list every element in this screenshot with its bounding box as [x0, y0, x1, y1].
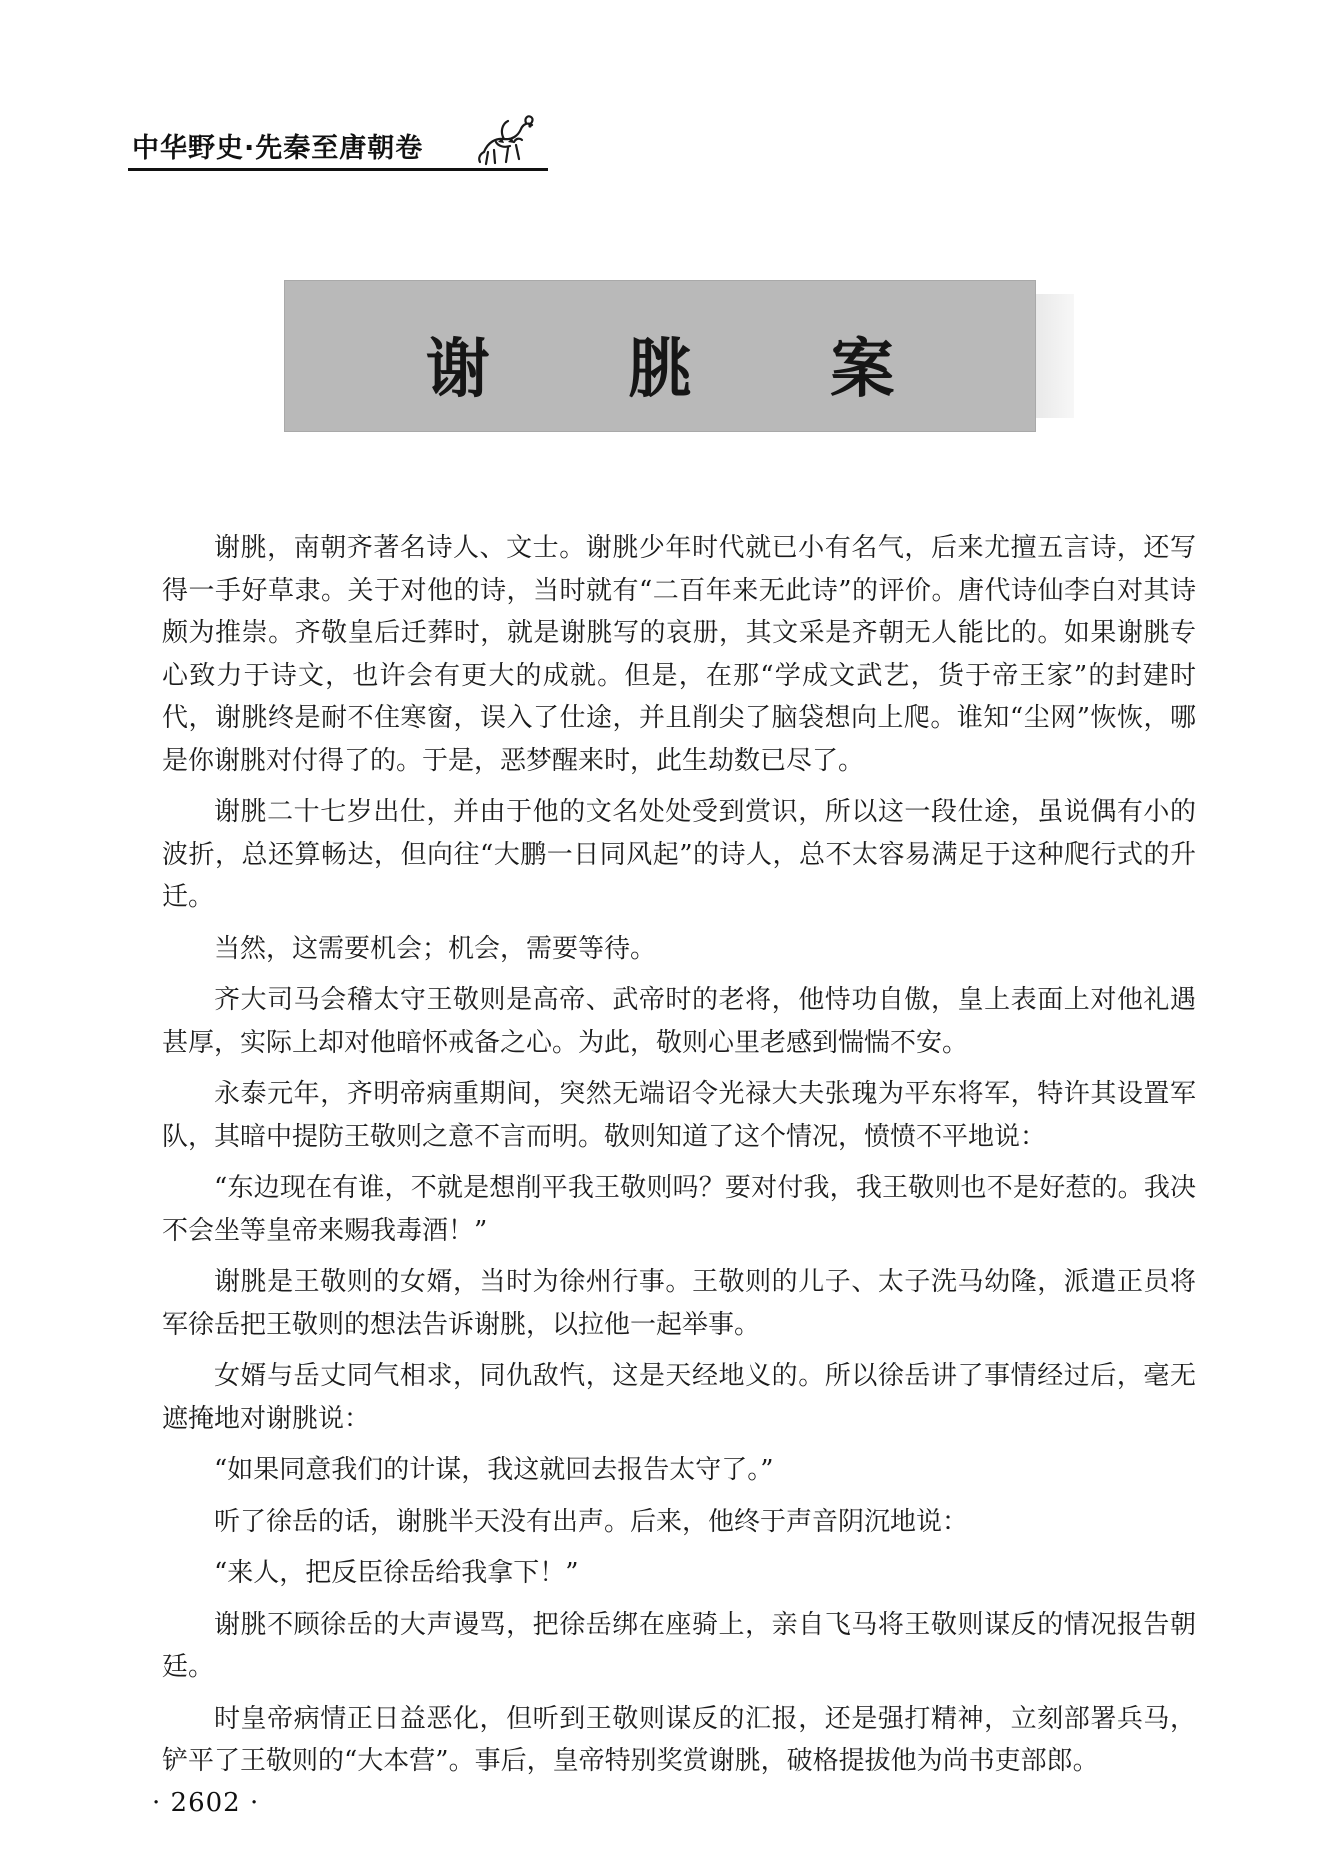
- paragraph: 谢朓，南朝齐著名诗人、文士。谢朓少年时代就已小有名气，后来尤擅五言诗，还写得一手好草隶。关于对他的诗，当时就有“二百年来无此诗”的评价。唐代诗仙李白对其诗颇为推崇。齐敬皇后迁葬时，就是谢朓写的哀册，其文采是齐朝无人能比的。如果谢朓专心致力于诗文，也许会有更大的成就。但是，在那“学成文武艺，货于帝王家”的封建时代，谢朓终是耐不住寒窗，误入了仕途，并且削尖了脑袋想向上爬。谁知“尘网”恢恢，哪是你谢朓对付得了的。于是，恶梦醒来时，此生劫数已尽了。: [162, 533, 1196, 776]
- paragraph: 齐大司马会稽太守王敬则是高帝、武帝时的老将，他恃功自傲，皇上表面上对他礼遇甚厚，实际上却对他暗怀戒备之心。为此，敬则心里老感到惴惴不安。: [162, 985, 1196, 1058]
- book-title: 中华野史·先秦至唐朝卷: [132, 133, 424, 164]
- paragraph: 谢朓二十七岁出仕，并由于他的文名处处受到赏识，所以这一段仕途，虽说偶有小的波折，总还算畅达，但向往“大鹏一日同风起”的诗人，总不太容易满足于这种爬行式的升迁。: [162, 797, 1196, 912]
- header-rule: [128, 168, 548, 171]
- paragraph: 永泰元年，齐明帝病重期间，突然无端诏令光禄大夫张瑰为平东将军，特许其设置军队，其暗中提防王敬则之意不言而明。敬则知道了这个情况，愤愤不平地说：: [162, 1079, 1196, 1152]
- chapter-title-box: [284, 280, 1036, 432]
- paragraph: 当然，这需要机会；机会，需要等待。: [214, 933, 657, 964]
- paragraph: 听了徐岳的话，谢朓半天没有出声。后来，他终于声音阴沉地说：: [214, 1506, 969, 1537]
- paragraph: “东边现在有谁，不就是想削平我王敬则吗？要对付我，我王敬则也不是好惹的。我决不会坐等皇帝来赐我毒酒！”: [162, 1173, 1196, 1246]
- body-text: [162, 527, 1196, 1792]
- paragraph: 谢朓不顾徐岳的大声谩骂，把徐岳绑在座骑上，亲自飞马将王敬则谋反的情况报告朝廷。: [162, 1609, 1196, 1682]
- paragraph: “来人，把反臣徐岳给我拿下！”: [214, 1558, 579, 1588]
- qilin-emblem-icon: [474, 112, 538, 172]
- paragraph: 女婿与岳丈同气相求，同仇敌忾，这是天经地义的。所以徐岳讲了事情经过后，毫无遮掩地对谢朓说：: [162, 1361, 1196, 1434]
- chapter-title: 谢 朓 案: [425, 332, 953, 407]
- paragraph: 谢朓是王敬则的女婿，当时为徐州行事。王敬则的儿子、太子洗马幼隆，派遣正员将军徐岳把王敬则的想法告诉谢朓，以拉他一起举事。: [162, 1267, 1196, 1340]
- running-header: [128, 118, 548, 176]
- paragraph: 时皇帝病情正日益恶化，但听到王敬则谋反的汇报，还是强打精神，立刻部署兵马，铲平了王敬则的“大本营”。事后，皇帝特别奖赏谢朓，破格提拔他为尚书吏部郎。: [162, 1703, 1196, 1776]
- paragraph: “如果同意我们的计谋，我这就回去报告太守了。”: [214, 1455, 774, 1485]
- page-number: · 2602 ·: [152, 1788, 260, 1818]
